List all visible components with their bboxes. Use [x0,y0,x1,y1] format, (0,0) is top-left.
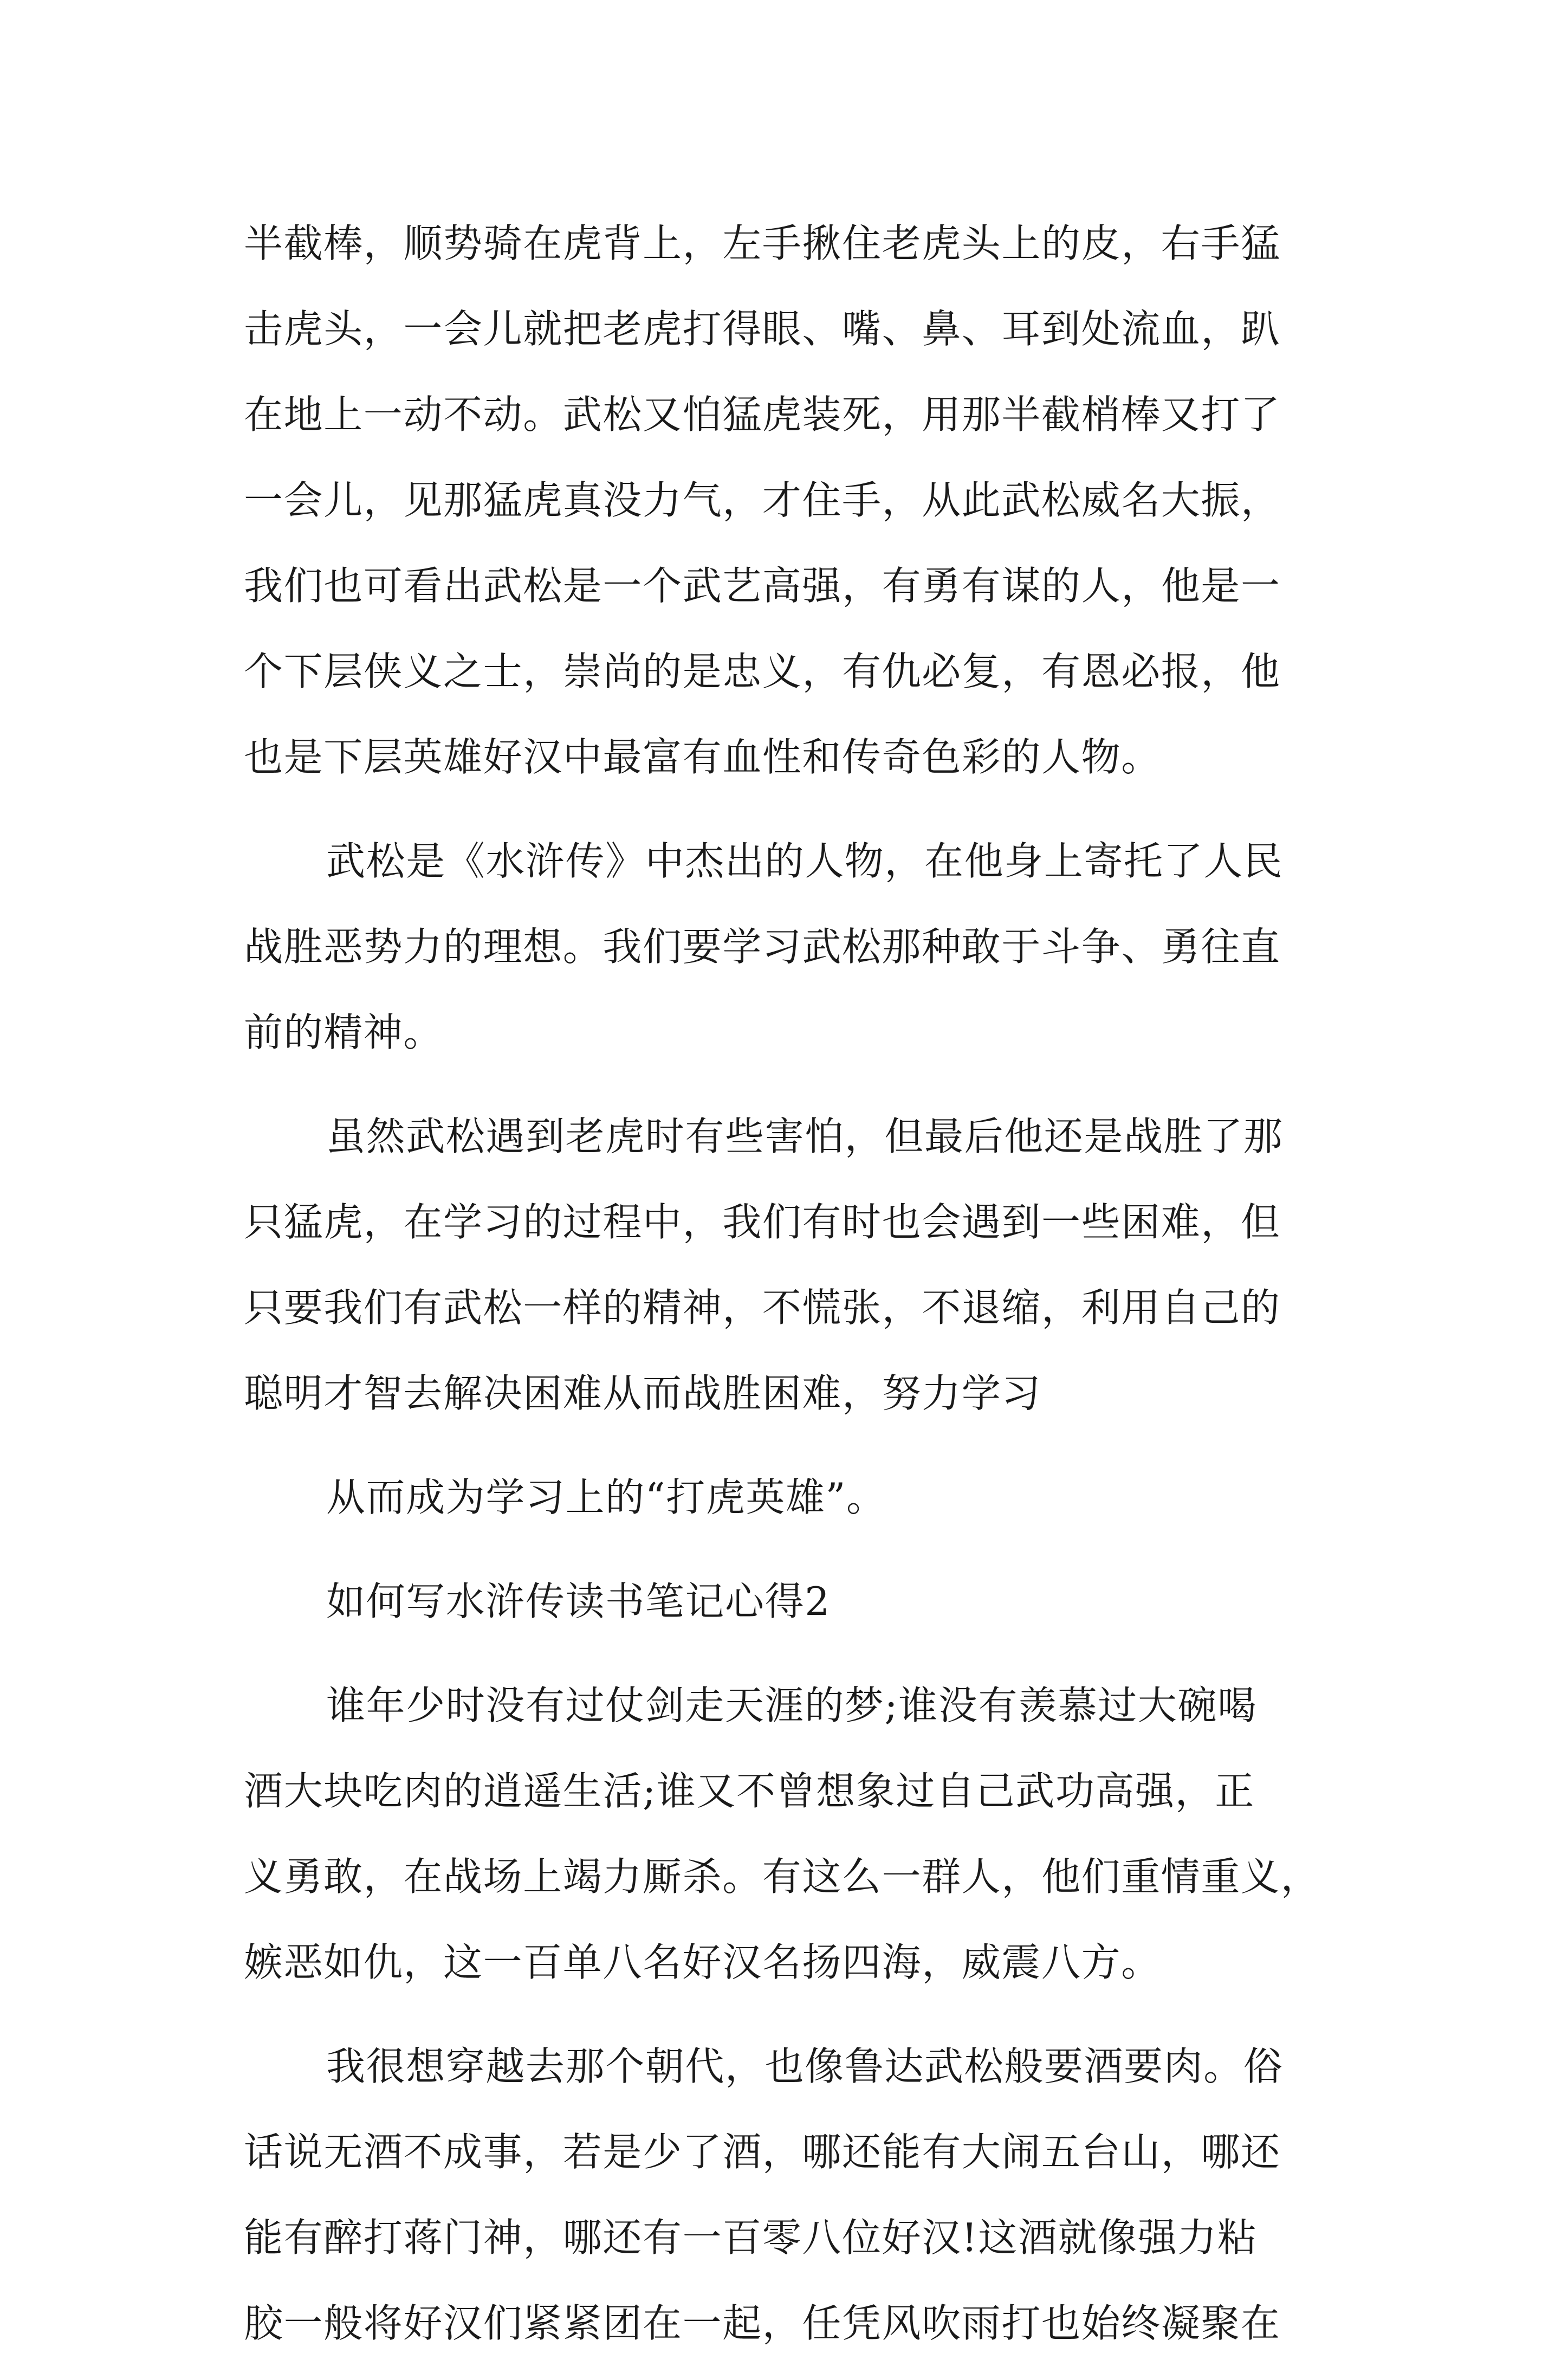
text-line: 一会儿，见那猛虎真没力气，才住手，从此武松威名大振， [244,477,1281,523]
text-line: 话说无酒不成事，若是少了酒，哪还能有大闹五台山，哪还 [244,2129,1281,2175]
text-line: 能有醉打蒋门神，哪还有一百零八位好汉!这酒就像强力粘 [244,2215,1258,2260]
text-line: 胶一般将好汉们紧紧团在一起，任凭风吹雨打也始终凝聚在 [244,2300,1281,2346]
text-line: 我们也可看出武松是一个武艺高强，有勇有谋的人，他是一 [244,563,1281,609]
text-line: 义勇敢，在战场上竭力厮杀。有这么一群人，他们重情重义， [244,1854,1321,1899]
text-line: 聪明才智去解决困难从而战胜困难，努力学习 [244,1371,1042,1416]
text-line: 半截棒，顺势骑在虎背上，左手揪住老虎头上的皮，右手猛 [244,221,1281,266]
paragraph-first-line: 谁年少时没有过仗剑走天涯的梦;谁没有羡慕过大碗喝 [326,1683,1258,1728]
text-line: 前的精神。 [244,1010,444,1055]
paragraph-first-line: 武松是《水浒传》中杰出的人物，在他身上寄托了人民 [326,838,1284,884]
body-text [244,201,1338,2366]
paragraph-first-line: 虽然武松遇到老虎时有些害怕，但最后他还是战胜了那 [326,1114,1284,1159]
text-line: 在地上一动不动。武松又怕猛虎装死，用那半截梢棒又打了 [244,392,1281,437]
text-line: 嫉恶如仇，这一百单八名好汉名扬四海，威震八方。 [244,1940,1161,1985]
text-line: 酒大块吃肉的逍遥生活;谁又不曾想象过自己武功高强，正 [244,1768,1255,1814]
paragraph-first-line: 从而成为学习上的“打虎英雄”。 [326,1475,886,1520]
text-line: 只猛虎，在学习的过程中，我们有时也会遇到一些困难，但 [244,1199,1281,1245]
paragraph-first-line: 我很想穿越去那个朝代，也像鲁达武松般要酒要肉。俗 [326,2044,1284,2089]
text-line: 也是下层英雄好汉中最富有血性和传奇色彩的人物。 [244,734,1161,780]
text-line: 击虎头，一会儿就把老虎打得眼、嘴、鼻、耳到处流血，趴 [244,306,1281,352]
text-line: 只要我们有武松一样的精神，不慌张，不退缩，利用自己的 [244,1285,1281,1330]
text-line: 战胜恶势力的理想。我们要学习武松那种敢于斗争、勇往直 [244,924,1281,969]
text-line: 个下层侠义之士，崇尚的是忠义，有仇必复，有恩必报，他 [244,649,1281,694]
section-heading: 如何写水浒传读书笔记心得2 [326,1579,831,1624]
